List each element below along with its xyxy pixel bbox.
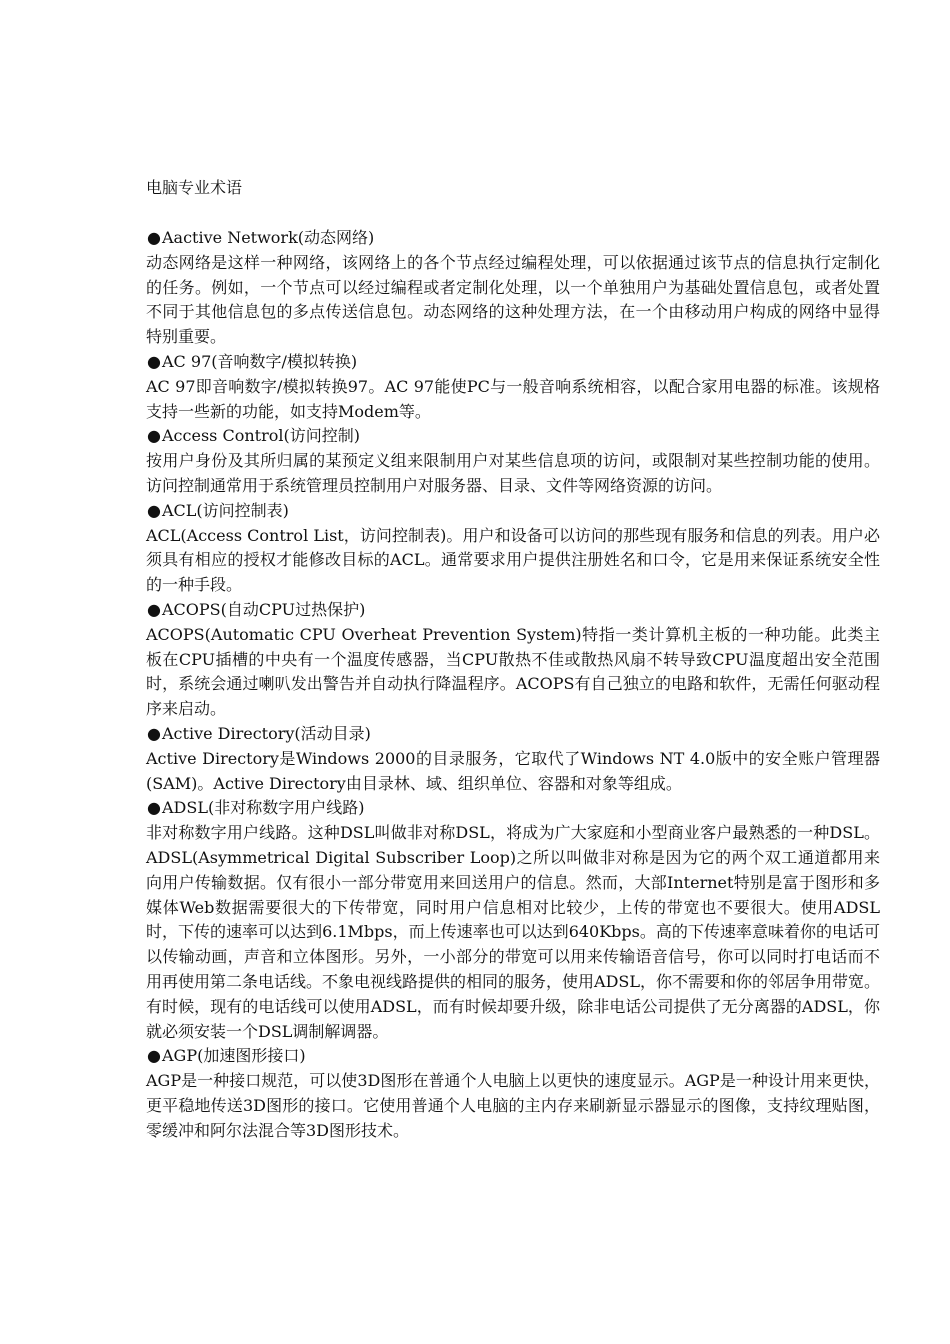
term-heading — [146, 499, 880, 524]
document-title: 电脑专业术语 — [146, 178, 243, 197]
term-entry — [146, 1044, 880, 1143]
term-description: ACOPS(Automatic CPU Overheat Prevention System)特指一类计算机主板的一种功能。此类主板在CPU插槽的中央有一个温度传感器，当CPU散热不佳或散热风扇不转导致CPU温度超出安全范围时，系统会通过喇叭发出警告并自动执行降温程序。ACOPS有自己独立的电路和软件，无需任何驱动程序来启动。 — [146, 624, 880, 719]
term-description: AGP是一种接口规范，可以使3D图形在普通个人电脑上以更快的速度显示。AGP是一种设计用来更快，更平稳地传送3D图形的接口。它使用普通个人电脑的主内存来刷新显示器显示的图像，支持纹理贴图，零缓冲和阿尔法混合等3D图形技术。 — [146, 1071, 880, 1140]
term-description: 非对称数字用户线路。这种DSL叫做非对称DSL，将成为广大家庭和小型商业客户最熟悉的一种DSL。ADSL(Asymmetrical Digital Subscriber Loop)之所以叫做非对称是因为它的两个双工通道都用来向用户传输数据。仅有很小一部分带宽用来回送用户的信息。然而，大部Internet特别是富于图形和多媒体Web数据需要很大的下传带宽，同时用户信息相对比较少，上传的带宽也不要很大。使用ADSL时，下传的速率可以达到6.1Mbps，而上传速率也可以达到640Kbps。高的下传速率意味着你的电话可以传输动画，声音和立体图形。另外，一小部分的带宽可以用来传输语音信号，你可以同时打电话而不用再使用第二条电话线。不象电视线路提供的相同的服务，使用ADSL，你不需要和你的邻居争用带宽。有时候，现有的电话线可以使用ADSL，而有时候却要升级，除非电话公司提供了无分离器的ADSL，你就必须安装一个DSL调制解调器。 — [146, 823, 880, 1041]
term-description: Active Directory是Windows 2000的目录服务，它取代了Windows NT 4.0版中的安全账户管理器(SAM)。Active Directory由目录林、域、组织单位、容器和对象等组成。 — [146, 748, 880, 793]
term-heading-text: Access Control(访问控制) — [162, 426, 360, 446]
term-heading-text: AC 97(音响数字/模拟转换) — [162, 351, 358, 371]
term-description: 按用户身份及其所归属的某预定义组来限制用户对某些信息项的访问，或限制对某些控制功能的使用。访问控制通常用于系统管理员控制用户对服务器、目录、文件等网络资源的访问。 — [146, 451, 880, 495]
bullet-icon: ● — [147, 426, 161, 446]
bullet-icon: ● — [147, 798, 161, 818]
term-heading-text: ACOPS(自动CPU过热保护) — [162, 599, 366, 619]
term-description: 动态网络是这样一种网络，该网络上的各个节点经过编程处理，可以依据通过该节点的信息执行定制化的任务。例如，一个节点可以经过编程或者定制化处理，以一个单独用户为基础处置信息包，或者处置不同于其他信息包的多点传送信息包。动态网络的这种处理方法，在一个由移动用户构成的网络中显得特别重要。 — [146, 252, 880, 347]
term-heading — [146, 796, 880, 821]
term-entry — [146, 499, 880, 598]
term-list — [146, 226, 880, 1143]
term-heading — [146, 722, 880, 747]
term-heading — [146, 424, 880, 449]
bullet-icon: ● — [147, 228, 161, 247]
term-heading-text: ACL(访问控制表) — [162, 500, 289, 520]
term-heading-text: Active Directory(活动目录) — [162, 723, 371, 743]
bullet-icon: ● — [147, 599, 161, 619]
bullet-icon: ● — [147, 723, 161, 743]
term-heading — [146, 1044, 880, 1069]
term-heading-text: Aactive Network(动态网络) — [162, 228, 375, 247]
term-entry — [146, 226, 880, 350]
term-heading — [146, 598, 880, 623]
bullet-icon: ● — [147, 1046, 161, 1066]
term-heading — [146, 226, 880, 251]
term-heading-text: ADSL(非对称数字用户线路) — [162, 798, 365, 818]
term-entry — [146, 722, 880, 796]
term-entry — [146, 350, 880, 424]
term-description: ACL(Access Control List，访问控制表)。用户和设备可以访问的那些现有服务和信息的列表。用户必须具有相应的授权才能修改目标的ACL。通常要求用户提供注册姓名和口令，它是用来保证系统安全性的一种手段。 — [146, 525, 880, 595]
term-entry — [146, 796, 880, 1044]
bullet-icon: ● — [147, 351, 161, 371]
term-entry — [146, 424, 880, 498]
term-entry — [146, 598, 880, 722]
term-description: AC 97即音响数字/模拟转换97。AC 97能使PC与一般音响系统相容，以配合家用电器的标准。该规格支持一些新的功能，如支持Modem等。 — [146, 376, 880, 421]
bullet-icon: ● — [147, 500, 161, 520]
term-heading-text: AGP(加速图形接口) — [162, 1046, 306, 1066]
term-heading — [146, 350, 880, 375]
